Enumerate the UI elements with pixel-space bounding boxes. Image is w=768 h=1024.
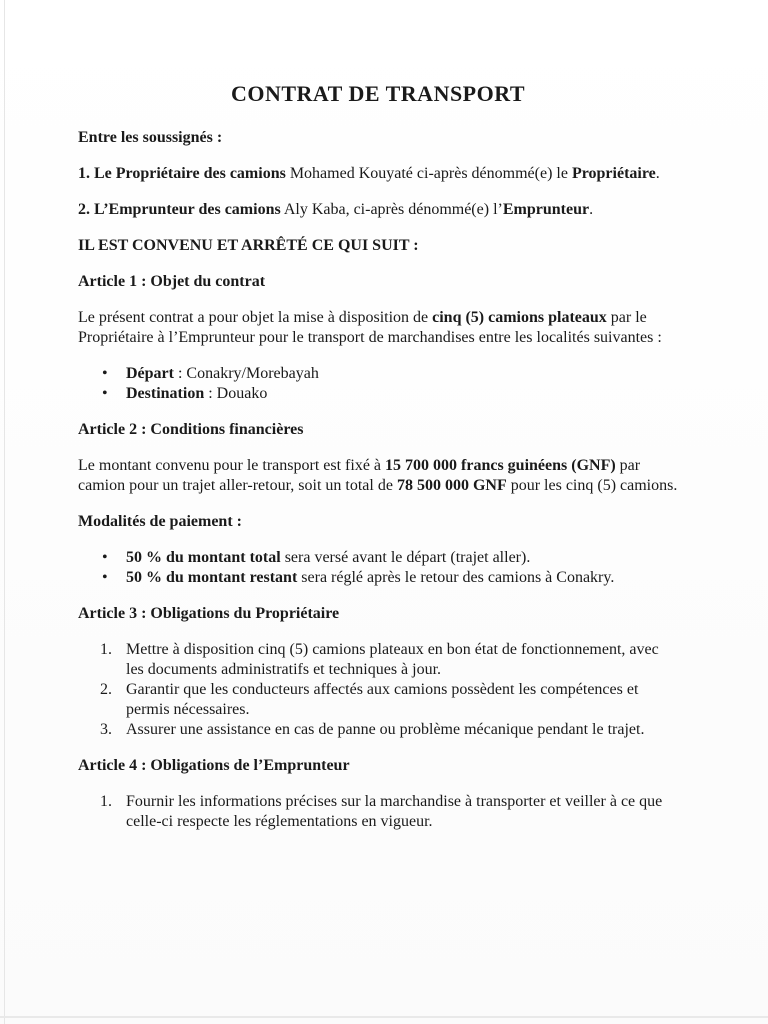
list-number: 3. bbox=[100, 721, 112, 738]
article-2-text-a: Le montant convenu pour le transport est fixé à bbox=[78, 457, 386, 474]
list-number: 2. bbox=[100, 681, 112, 698]
location-value: : Conakry/Morebayah bbox=[173, 365, 319, 382]
document-content bbox=[78, 80, 678, 848]
obligation-text: Mettre à disposition cinq (5) camions plateaux en bon état de fonctionnement, avec les documents administratifs et techniques à jour. bbox=[126, 641, 659, 678]
payment-share: 50 % du montant restant bbox=[126, 569, 298, 586]
list-item bbox=[78, 680, 678, 720]
party-owner-text: Mohamed Kouyaté ci-après dénommé(e) le bbox=[285, 165, 572, 182]
party-borrower-text: Aly Kaba, ci-après dénommé(e) l’ bbox=[280, 201, 503, 218]
article-2-text-c: par camion pour un trajet aller-retour, soit un total de bbox=[78, 457, 641, 494]
party-borrower-lead: 2. L’Emprunteur des camions bbox=[78, 201, 281, 218]
article-2-total: 78 500 000 GNF bbox=[396, 477, 507, 494]
payment-detail: sera versé avant le départ (trajet aller). bbox=[280, 549, 531, 566]
party-owner-end: . bbox=[655, 165, 660, 182]
list-item bbox=[78, 640, 678, 680]
bullet-icon: • bbox=[102, 569, 108, 586]
list-number: 1. bbox=[100, 641, 112, 658]
payment-share: 50 % du montant total bbox=[126, 549, 281, 566]
article-3-obligations bbox=[78, 640, 678, 740]
list-item bbox=[78, 720, 678, 740]
obligation-text: Fournir les informations précises sur la marchandise à transporter et veiller à ce que celle-ci respecte les réglementations en vigueur. bbox=[126, 793, 663, 830]
obligation-text: Garantir que les conducteurs affectés aux camions possèdent les compétences et permis nécessaires. bbox=[126, 681, 639, 718]
article-2-unit-price: 15 700 000 francs guinéens (GNF) bbox=[385, 457, 616, 474]
article-4-heading: Article 4 : Obligations de l’Emprunteur bbox=[78, 757, 350, 774]
bullet-icon: • bbox=[102, 365, 108, 382]
article-2-paragraph bbox=[78, 456, 678, 496]
document-title: CONTRAT DE TRANSPORT bbox=[230, 81, 526, 106]
location-value: : Douako bbox=[204, 385, 268, 402]
list-item bbox=[78, 792, 678, 832]
list-number: 1. bbox=[100, 793, 112, 810]
list-item bbox=[78, 384, 678, 404]
payment-terms-heading: Modalités de paiement : bbox=[78, 513, 242, 530]
agreement-heading: IL EST CONVENU ET ARRÊTÉ CE QUI SUIT : bbox=[78, 237, 419, 254]
party-borrower bbox=[78, 200, 678, 220]
article-1-locations bbox=[78, 364, 678, 404]
article-1-text-c: par le Propriétaire à l’Emprunteur pour le transport de marchandises entre les localités suivantes : bbox=[78, 309, 662, 346]
party-borrower-end: . bbox=[589, 201, 594, 218]
party-owner-lead: 1. Le Propriétaire des camions bbox=[78, 165, 286, 182]
article-1-trucks: cinq (5) camions plateaux bbox=[432, 309, 607, 326]
party-owner bbox=[78, 164, 678, 184]
bullet-icon: • bbox=[102, 549, 108, 566]
obligation-text: Assurer une assistance en cas de panne ou problème mécanique pendant le trajet. bbox=[126, 721, 645, 738]
article-2-heading: Article 2 : Conditions financières bbox=[78, 421, 304, 438]
article-2-text-e: pour les cinq (5) camions. bbox=[506, 477, 678, 494]
location-label: Destination bbox=[126, 385, 205, 402]
list-item bbox=[78, 364, 678, 384]
location-label: Départ bbox=[126, 365, 174, 382]
parties-intro: Entre les soussignés : bbox=[78, 129, 223, 146]
party-owner-role: Propriétaire bbox=[571, 165, 656, 182]
party-borrower-role: Emprunteur bbox=[502, 201, 590, 218]
article-1-paragraph bbox=[78, 308, 678, 348]
article-1-text-a: Le présent contrat a pour objet la mise à disposition de bbox=[78, 309, 433, 326]
list-item bbox=[78, 548, 678, 568]
payment-terms-list bbox=[78, 548, 678, 588]
article-1-heading: Article 1 : Objet du contrat bbox=[78, 273, 266, 290]
article-3-heading: Article 3 : Obligations du Propriétaire bbox=[78, 605, 340, 622]
bullet-icon: • bbox=[102, 385, 108, 402]
payment-detail: sera réglé après le retour des camions à Conakry. bbox=[297, 569, 615, 586]
list-item bbox=[78, 568, 678, 588]
article-4-obligations bbox=[78, 792, 678, 832]
